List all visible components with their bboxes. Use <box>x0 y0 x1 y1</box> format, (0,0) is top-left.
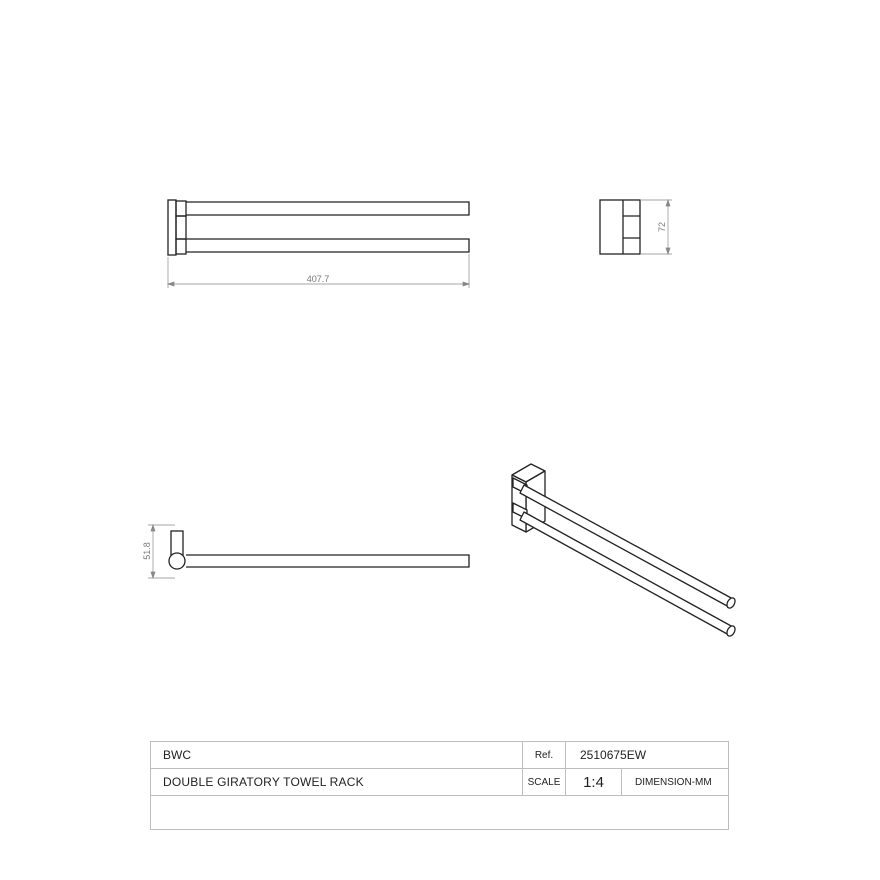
front-view-swivel-middle <box>176 216 186 239</box>
iso-lower-arm <box>520 512 733 635</box>
front-view-lower-arm <box>186 239 469 252</box>
side-view-height-dimension <box>640 200 672 254</box>
height-dimension-label: 72 <box>657 221 667 233</box>
scale-value: 1:4 <box>566 769 622 795</box>
iso-upper-arm <box>520 485 733 607</box>
width-dimension-label: 407.7 <box>306 274 330 284</box>
brand-name: BWC <box>163 748 191 762</box>
front-view <box>168 200 469 255</box>
ref-value: 2510675EW <box>580 748 647 762</box>
depth-dimension-label: 51.8 <box>142 542 152 560</box>
product-name: DOUBLE GIRATORY TOWEL RACK <box>163 775 364 789</box>
top-view-swivel-circle <box>169 553 185 569</box>
dimension-unit: DIMENSION-MM <box>635 776 712 788</box>
title-block-row-product <box>151 769 728 796</box>
title-block-row-brand <box>151 742 728 769</box>
side-view-body <box>600 200 640 254</box>
top-view-arm <box>186 555 469 567</box>
title-block-row-empty <box>151 796 728 829</box>
title-block <box>150 741 729 830</box>
top-view <box>169 531 469 569</box>
ref-label: Ref. <box>522 742 566 768</box>
front-view-swivel-lower <box>176 239 186 254</box>
scale-label: SCALE <box>522 769 566 795</box>
isometric-view <box>512 464 737 637</box>
front-view-wall-plate <box>168 200 176 255</box>
front-view-upper-arm <box>186 202 469 215</box>
side-view <box>600 200 640 254</box>
front-view-swivel-upper <box>176 201 186 216</box>
